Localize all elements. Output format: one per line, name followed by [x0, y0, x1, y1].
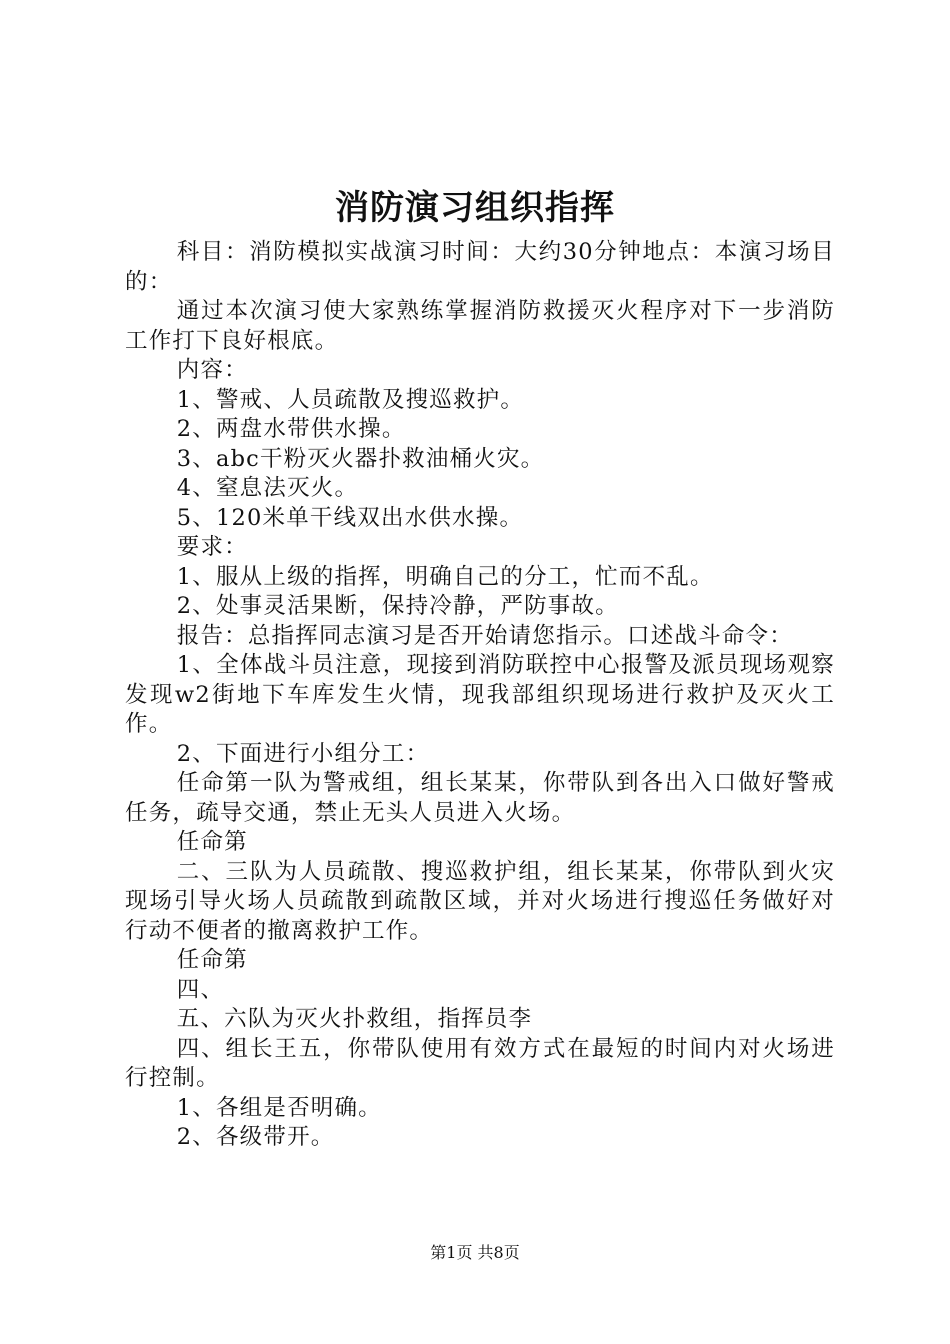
paragraph: 2、下面进行小组分工： [176, 740, 430, 767]
paragraph: 3、abc干粉灭火器扑救油桶火灾。 [176, 445, 545, 472]
paragraph: 四、 [176, 976, 225, 1003]
paragraph: 1、服从上级的指挥，明确自己的分工，忙而不乱。 [176, 563, 714, 590]
paragraph: 科目：消防模拟实战演习时间：大约30分钟地点：本演习场目的： [125, 239, 835, 295]
document-body [125, 238, 835, 1153]
paragraph: 四、组长王五，你带队使用有效方式在最短的时间内对火场进行控制。 [125, 1035, 835, 1091]
paragraph: 任命第 [176, 829, 248, 855]
paragraph: 五、六队为灭火扑救组，指挥员李 [176, 1006, 533, 1032]
paragraph: 通过本次演习使大家熟练掌握消防救援灭火程序对下一步消防工作打下良好根底。 [125, 298, 835, 354]
paragraph: 1、全体战斗员注意，现接到消防联控中心报警及派员现场观察发现w2街地下车库发生火情，现我部组织现场进行救护及灭火工作。 [125, 652, 835, 737]
paragraph: 2、各级带开。 [176, 1124, 335, 1150]
paragraph: 任命第一队为警戒组，组长某某，你带队到各出入口做好警戒任务，疏导交通，禁止无头人员进入火场。 [125, 770, 835, 826]
paragraph: 二、三队为人员疏散、搜巡救护组，组长某某，你带队到火灾现场引导火场人员疏散到疏散区域，并对火场进行搜巡任务做好对行动不便者的撤离救护工作。 [125, 858, 835, 944]
paragraph: 报告：总指挥同志演习是否开始请您指示。口述战斗命令： [176, 622, 793, 649]
paragraph: 内容： [176, 357, 248, 383]
paragraph: 1、各组是否明确。 [176, 1094, 382, 1121]
paragraph: 2、处事灵活果断，保持冷静，严防事故。 [176, 593, 619, 619]
paragraph: 任命第 [176, 947, 248, 973]
paragraph: 2、两盘水带供水操。 [176, 416, 406, 442]
page-footer: 第1页 共8页 [430, 1243, 520, 1262]
paragraph: 1、警戒、人员疏散及搜巡救护。 [176, 386, 525, 413]
paragraph: 5、120米单干线双出水供水操。 [176, 504, 524, 531]
paragraph: 4、窒息法灭火。 [176, 475, 359, 501]
document-title: 消防演习组织指挥 [335, 188, 615, 228]
paragraph: 要求： [176, 534, 248, 560]
